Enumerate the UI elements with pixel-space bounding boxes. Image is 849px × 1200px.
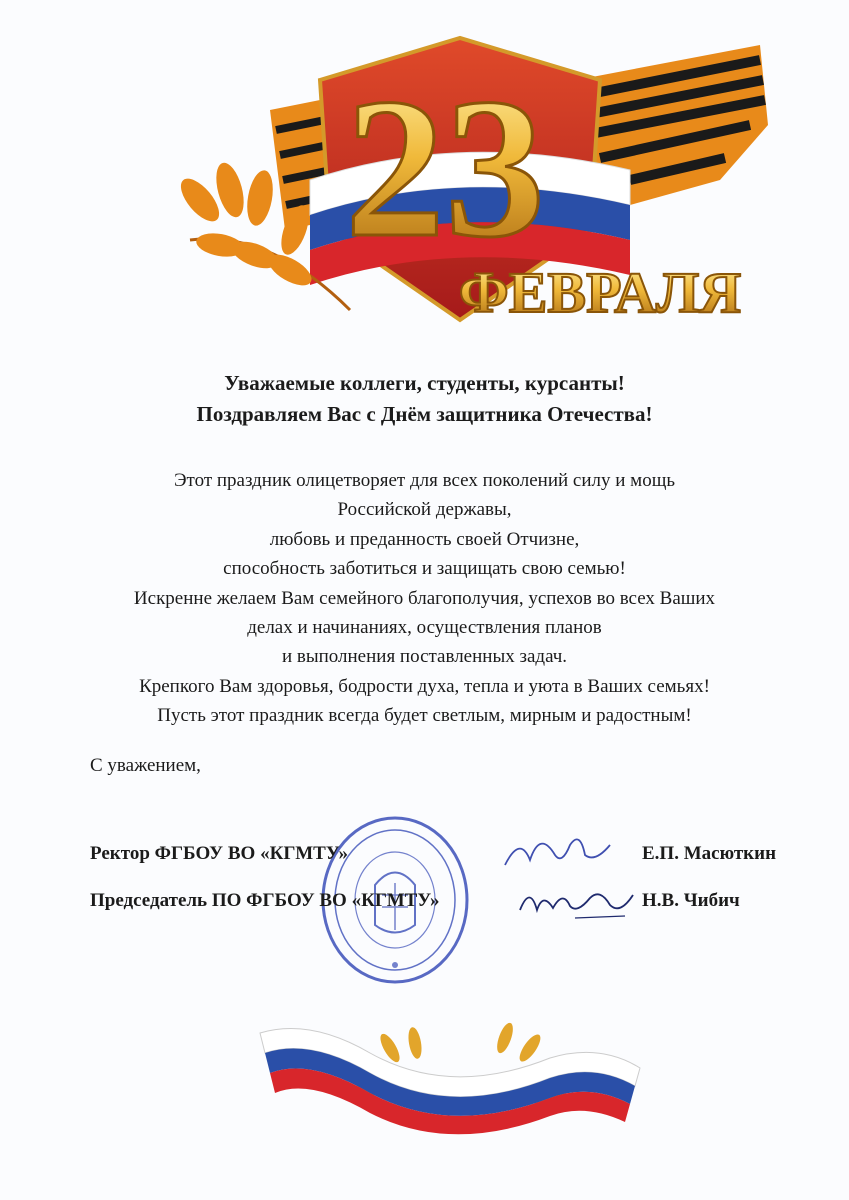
signature-row-chairman (90, 890, 810, 920)
signer-name: Е.П. Масюткин (642, 843, 777, 864)
body-line: Российской державы, (337, 499, 512, 521)
greeting-line-1: Уважаемые коллеги, студенты, курсанты! (224, 371, 625, 395)
body-line: любовь и преданность своей Отчизне, (269, 528, 580, 550)
signer-role: Ректор ФГБОУ ВО «КГМТУ» (90, 843, 349, 864)
flag-ribbon-ornament (250, 1008, 650, 1138)
body-line: Крепкого Вам здоровья, бодрости духа, тепла и уюта в Ваших семьях! (139, 675, 710, 697)
body-line: Искренне желаем Вам семейного благополучия, успехов во всех Ваших (133, 587, 716, 609)
month-label: ФЕВРАЛЯ (458, 260, 742, 325)
greeting-heading (0, 368, 849, 430)
signature-row-rector (90, 843, 810, 873)
february-23-emblem (160, 30, 780, 340)
greeting-line-2: Поздравляем Вас с Днём защитника Отечества! (196, 402, 653, 426)
regards-text: С уважением, (90, 755, 201, 776)
body-line: Пусть этот праздник всегда будет светлым, мирным и радостным! (157, 705, 692, 727)
body-line: и выполнения поставленных задач. (281, 646, 568, 668)
body-line: Этот праздник олицетворяет для всех поколений силу и мощь (173, 470, 676, 491)
signer-role: Председатель ПО ФГБОУ ВО «КГМТУ» (90, 890, 440, 911)
signer-name: Н.В. Чибич (642, 890, 740, 911)
date-number: 23 (345, 58, 545, 279)
body-line: способность заботиться и защищать свою семью! (223, 558, 626, 580)
congratulation-body (60, 466, 789, 731)
body-line: делах и начинаниях, осуществления планов (247, 617, 602, 639)
